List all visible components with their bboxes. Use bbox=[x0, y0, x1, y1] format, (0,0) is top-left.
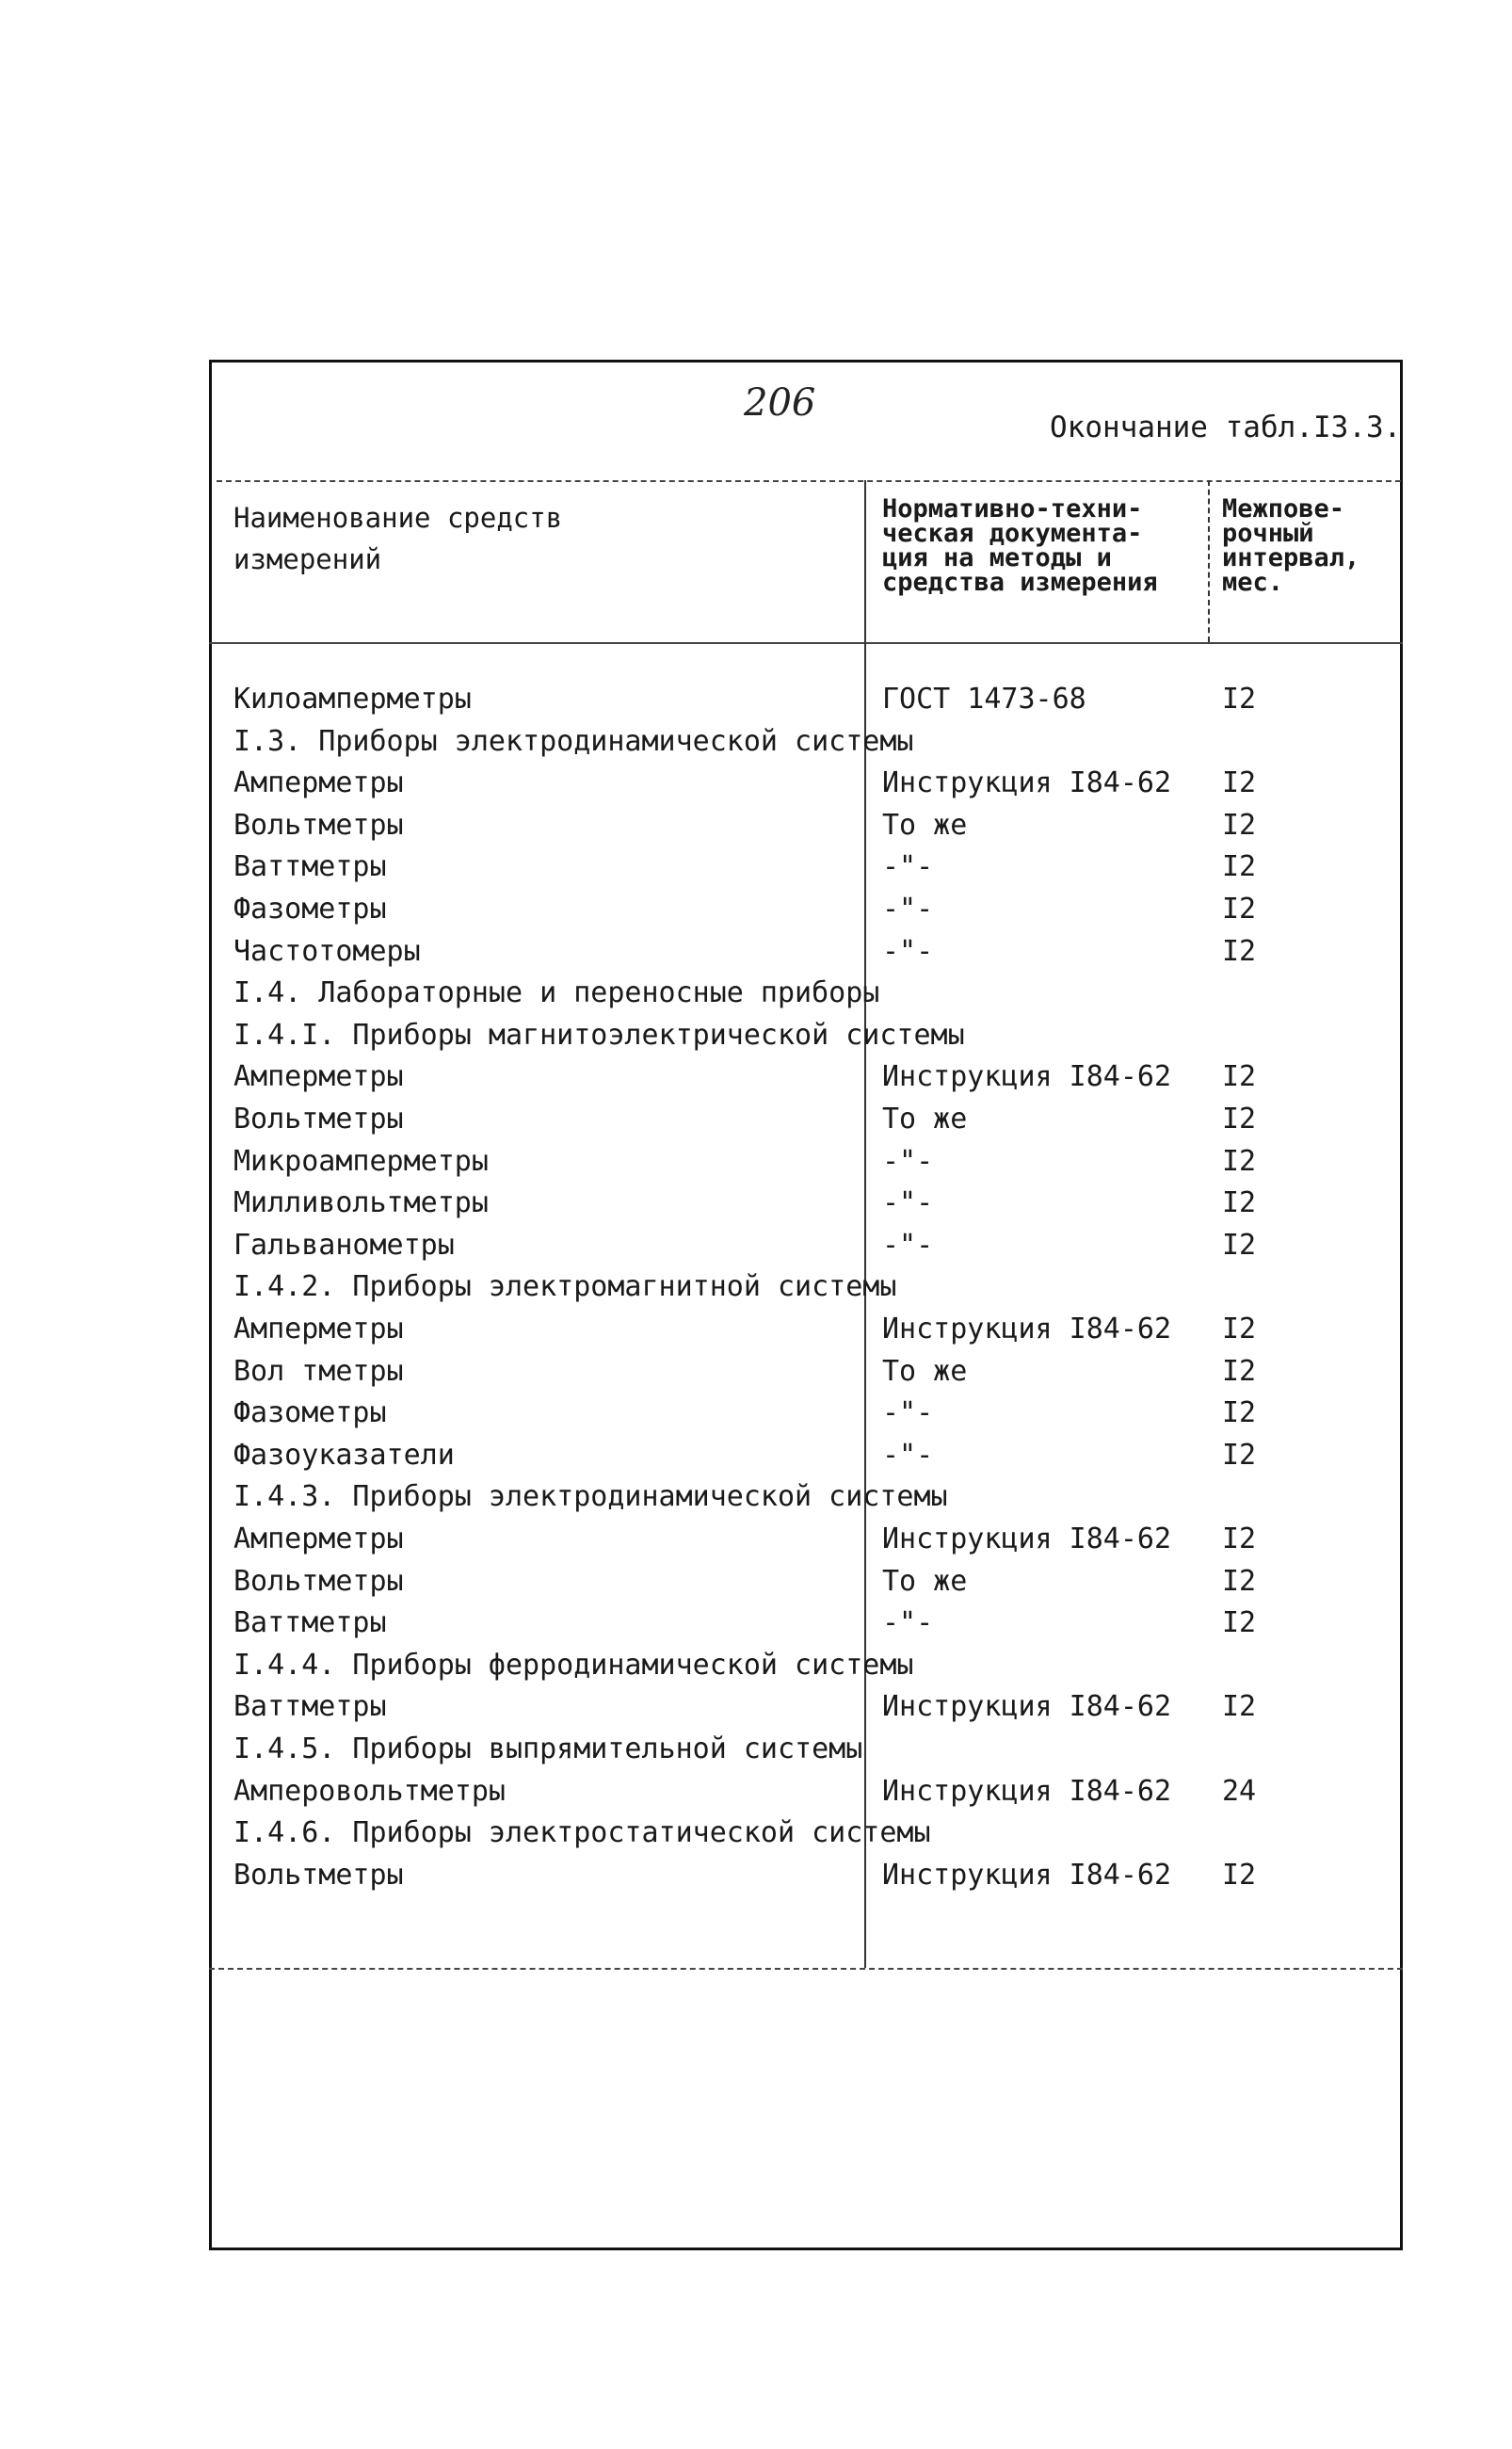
column-separator-2 bbox=[1208, 480, 1210, 642]
section-title: I.3. Приборы электродинамической системы bbox=[233, 724, 914, 758]
normative-document: Инструкция I84-62 bbox=[882, 1060, 1172, 1094]
section-heading-row bbox=[0, 1475, 1512, 1518]
normative-document: То же bbox=[882, 1103, 968, 1136]
table-row bbox=[0, 804, 1512, 846]
header-col-name: Наименование средств измерений bbox=[233, 502, 563, 575]
section-title: I.4.6. Приборы электростатической системы bbox=[233, 1816, 931, 1850]
instrument-name: Амперметры bbox=[233, 1523, 404, 1555]
verification-interval: 24 bbox=[1222, 1774, 1257, 1808]
instrument-name: Ваттметры bbox=[233, 1606, 387, 1640]
header-top-rule bbox=[217, 480, 1401, 482]
section-title: I.4.3. Приборы электродинамической системы bbox=[233, 1480, 948, 1514]
verification-interval: I2 bbox=[1222, 1313, 1257, 1345]
instrument-name: Милливольтметры bbox=[233, 1186, 489, 1220]
normative-document: Инструкция I84-62 bbox=[882, 766, 1172, 800]
table-row bbox=[0, 1602, 1512, 1644]
section-heading-row bbox=[0, 720, 1512, 763]
table-row bbox=[0, 1560, 1512, 1603]
verification-interval: I2 bbox=[1222, 1690, 1257, 1724]
table-row bbox=[0, 1224, 1512, 1266]
normative-document: То же bbox=[882, 1564, 968, 1598]
verification-interval: I2 bbox=[1222, 1606, 1257, 1640]
instrument-name: Гальванометры bbox=[233, 1228, 455, 1262]
table-row bbox=[0, 678, 1512, 720]
verification-interval: I2 bbox=[1222, 1228, 1257, 1262]
section-heading-row bbox=[0, 1265, 1512, 1308]
table-row bbox=[0, 1854, 1512, 1896]
instrument-name: Вольтметры bbox=[233, 1858, 404, 1892]
instrument-name: Амперметры bbox=[233, 766, 404, 800]
instrument-name: Килоамперметры bbox=[233, 683, 472, 716]
section-heading-row bbox=[0, 1014, 1512, 1056]
normative-document: -"- bbox=[882, 1144, 934, 1178]
verification-interval: I2 bbox=[1222, 766, 1257, 800]
table-row bbox=[0, 888, 1512, 930]
instrument-name: Амперметры bbox=[233, 1060, 404, 1094]
normative-document: -"- bbox=[882, 1186, 934, 1220]
verification-interval: I2 bbox=[1222, 1354, 1257, 1388]
table-row bbox=[0, 1770, 1512, 1813]
verification-interval: I2 bbox=[1222, 1858, 1257, 1892]
table-row bbox=[0, 930, 1512, 973]
table-caption: Окончание табл.I3.3. bbox=[1050, 411, 1402, 444]
header-col-document: Нормативно-техни- ческая документа- ция на методы и средства измерения bbox=[882, 494, 1158, 597]
normative-document: Инструкция I84-62 bbox=[882, 1523, 1172, 1555]
section-title: I.4.4. Приборы ферродинамической системы bbox=[233, 1648, 914, 1682]
instrument-name: Микроамперметры bbox=[233, 1144, 489, 1178]
header-col-interval: Межпове- рочный интервал, мес. bbox=[1222, 494, 1360, 597]
verification-interval: I2 bbox=[1222, 1523, 1257, 1555]
section-title: I.4.I. Приборы магнитоэлектрической системы bbox=[233, 1018, 965, 1052]
normative-document: -"- bbox=[882, 893, 934, 926]
instrument-name: Фазометры bbox=[233, 893, 387, 926]
instrument-name: Вол тметры bbox=[233, 1354, 404, 1388]
normative-document: Инструкция I84-62 bbox=[882, 1313, 1172, 1345]
table-row bbox=[0, 1098, 1512, 1140]
section-heading-row bbox=[0, 1812, 1512, 1854]
table-row bbox=[0, 1055, 1512, 1098]
normative-document: -"- bbox=[882, 850, 934, 884]
instrument-name: Вольтметры bbox=[233, 1103, 404, 1136]
verification-interval: I2 bbox=[1222, 850, 1257, 884]
instrument-name: Ваттметры bbox=[233, 850, 387, 884]
normative-document: Инструкция I84-62 bbox=[882, 1774, 1172, 1808]
section-title: I.4.2. Приборы электромагнитной системы bbox=[233, 1270, 897, 1304]
table-row bbox=[0, 1350, 1512, 1393]
normative-document: -"- bbox=[882, 1396, 934, 1430]
instrument-name: Амперовольтметры bbox=[233, 1774, 506, 1808]
table-row bbox=[0, 1434, 1512, 1476]
normative-document: ГОСТ 1473-68 bbox=[882, 683, 1086, 716]
verification-interval: I2 bbox=[1222, 893, 1257, 926]
table-row bbox=[0, 1140, 1512, 1183]
section-title: I.4. Лабораторные и переносные приборы bbox=[233, 976, 880, 1010]
verification-interval: I2 bbox=[1222, 1144, 1257, 1178]
normative-document: -"- bbox=[882, 934, 934, 968]
verification-interval: I2 bbox=[1222, 808, 1257, 842]
section-heading-row bbox=[0, 1728, 1512, 1770]
instrument-name: Вольтметры bbox=[233, 1564, 404, 1598]
table-row bbox=[0, 1182, 1512, 1224]
page-number: 206 bbox=[744, 381, 816, 425]
instrument-name: Ваттметры bbox=[233, 1690, 387, 1724]
verification-interval: I2 bbox=[1222, 934, 1257, 968]
instrument-name: Частотомеры bbox=[233, 934, 421, 968]
table-row bbox=[0, 1685, 1512, 1728]
verification-interval: I2 bbox=[1222, 1438, 1257, 1472]
table-row bbox=[0, 1392, 1512, 1434]
verification-interval: I2 bbox=[1222, 1103, 1257, 1136]
instrument-name: Фазометры bbox=[233, 1396, 387, 1430]
normative-document: Инструкция I84-62 bbox=[882, 1858, 1172, 1892]
section-heading-row bbox=[0, 972, 1512, 1014]
normative-document: То же bbox=[882, 808, 968, 842]
section-title: I.4.5. Приборы выпрямительной системы bbox=[233, 1732, 863, 1765]
normative-document: -"- bbox=[882, 1228, 934, 1262]
table-bottom-rule bbox=[209, 1968, 1403, 1970]
verification-interval: I2 bbox=[1222, 1186, 1257, 1220]
instrument-name: Фазоуказатели bbox=[233, 1438, 455, 1472]
verification-interval: I2 bbox=[1222, 1060, 1257, 1094]
table-row bbox=[0, 762, 1512, 804]
instrument-name: Вольтметры bbox=[233, 808, 404, 842]
normative-document: -"- bbox=[882, 1606, 934, 1640]
table-row bbox=[0, 1518, 1512, 1560]
section-heading-row bbox=[0, 1644, 1512, 1686]
normative-document: То же bbox=[882, 1354, 968, 1388]
verification-interval: I2 bbox=[1222, 1564, 1257, 1598]
verification-interval: I2 bbox=[1222, 683, 1257, 716]
header-bottom-rule bbox=[209, 642, 1403, 644]
normative-document: Инструкция I84-62 bbox=[882, 1690, 1172, 1724]
normative-document: -"- bbox=[882, 1438, 934, 1472]
instrument-name: Амперметры bbox=[233, 1313, 404, 1345]
table-row bbox=[0, 846, 1512, 888]
table-row bbox=[0, 1308, 1512, 1350]
verification-interval: I2 bbox=[1222, 1396, 1257, 1430]
